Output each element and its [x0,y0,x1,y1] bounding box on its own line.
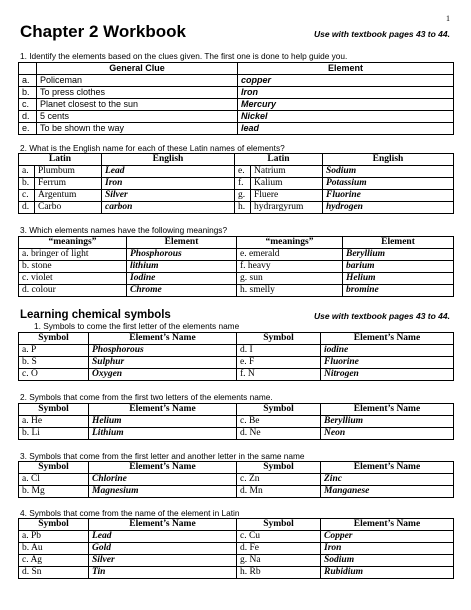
q3-table [18,236,454,297]
column-header: Symbol [19,462,89,474]
element-name-cell: Beryllium [321,416,454,428]
symbol-cell: a. P [19,345,89,357]
table-row [19,357,454,369]
page-header [20,22,452,46]
s3-instruction: 3. Symbols that come from the first letter and another letter in the same name [20,451,305,461]
table-row [19,474,454,486]
element-name-cell: Manganese [321,486,454,498]
column-header: Latin [235,154,323,166]
q2-table [18,153,454,214]
column-header: Symbol [237,519,321,531]
row-letter: e. [19,123,37,135]
table-row [19,178,454,190]
latin-name: hydrargyrum [251,202,323,214]
table-header-row [19,63,454,75]
column-header: English [323,154,454,166]
table-row [19,75,454,87]
element-cell: barium [343,261,454,273]
element-name-cell: iodine [321,345,454,357]
table-header-row [19,404,454,416]
row-letter: f. [235,178,251,190]
element-cell: Beryllium [343,249,454,261]
table-header-row [19,154,454,166]
english-name: Sodium [323,166,454,178]
element-name-cell: Lead [89,531,237,543]
symbol-cell: g. Na [237,555,321,567]
meaning-cell: a. bringer of light [19,249,127,261]
symbol-cell: d. Sn [19,567,89,579]
s2-table [18,403,454,440]
textbook-note: Use with textbook pages 43 to 44. [313,29,450,39]
row-letter: h. [235,202,251,214]
element-cell: lithium [127,261,237,273]
symbol-cell: e. F [237,357,321,369]
s1-table [18,332,454,381]
latin-name: Kalium [251,178,323,190]
column-header: Latin [19,154,102,166]
column-header: Element’s Name [89,519,237,531]
column-header: “meanings” [237,237,343,249]
row-letter: a. [19,166,35,178]
column-header [19,63,37,75]
symbol-cell: b. Au [19,543,89,555]
answer-cell: copper [238,75,454,87]
symbol-cell: h. Rb [237,567,321,579]
english-name: hydrogen [323,202,454,214]
row-letter: g. [235,190,251,202]
row-letter: d. [19,111,37,123]
q1-table [18,62,454,135]
table-row [19,123,454,135]
column-header: English [102,154,235,166]
row-letter: b. [19,87,37,99]
clue-cell: To be shown the way [37,123,238,135]
meaning-cell: c. violet [19,273,127,285]
symbol-cell: c. O [19,369,89,381]
row-letter: c. [19,190,35,202]
answer-cell: lead [238,123,454,135]
table-header-row [19,237,454,249]
s4-table [18,518,454,579]
table-row [19,345,454,357]
english-name: Potassium [323,178,454,190]
element-name-cell: Lithium [89,428,237,440]
element-name-cell: Copper [321,531,454,543]
latin-name: Ferrum [35,178,102,190]
element-name-cell: Nitrogen [321,369,454,381]
english-name: carbon [102,202,235,214]
latin-name: Fluere [251,190,323,202]
column-header: Element [343,237,454,249]
table-row [19,166,454,178]
symbol-cell: a. Pb [19,531,89,543]
table-row [19,111,454,123]
meaning-cell: f. heavy [237,261,343,273]
element-name-cell: Silver [89,555,237,567]
meaning-cell: e. emerald [237,249,343,261]
table-row [19,285,454,297]
clue-cell: Planet closest to the sun [37,99,238,111]
element-name-cell: Sulphur [89,357,237,369]
table-row [19,99,454,111]
column-header: Symbol [19,519,89,531]
english-name: Lead [102,166,235,178]
q1-instruction: 1. Identify the elements based on the clues given. The first one is done to help guide you. [20,51,348,61]
element-name-cell: Iron [321,543,454,555]
element-name-cell: Helium [89,416,237,428]
meaning-cell: g. sun [237,273,343,285]
answer-cell: Mercury [238,99,454,111]
english-name: Fluorine [323,190,454,202]
column-header: Element’s Name [89,404,237,416]
column-header: Element [127,237,237,249]
page-title: Chapter 2 Workbook [20,22,186,41]
row-letter: d. [19,202,35,214]
symbol-cell: a. He [19,416,89,428]
symbol-cell: d. Ne [237,428,321,440]
symbol-cell: d. I [237,345,321,357]
symbol-cell: b. Li [19,428,89,440]
latin-name: Carbo [35,202,102,214]
q2-instruction: 2. What is the English name for each of these Latin names of elements? [20,143,285,153]
table-row [19,555,454,567]
table-row [19,202,454,214]
section-title: Learning chemical symbols [20,309,171,321]
meaning-cell: b. stone [19,261,127,273]
table-row [19,190,454,202]
symbol-cell: c. Zn [237,474,321,486]
element-cell: Helium [343,273,454,285]
clue-cell: To press clothes [37,87,238,99]
element-name-cell: Zinc [321,474,454,486]
row-letter: c. [19,99,37,111]
table-row [19,486,454,498]
symbol-cell: f. N [237,369,321,381]
element-name-cell: Oxygen [89,369,237,381]
row-letter: e. [235,166,251,178]
clue-cell: Policeman [37,75,238,87]
table-row [19,543,454,555]
english-name: Iron [102,178,235,190]
column-header: “meanings” [19,237,127,249]
column-header: Element’s Name [321,462,454,474]
symbol-cell: d. Fe [237,543,321,555]
table-header-row [19,519,454,531]
element-cell: bromine [343,285,454,297]
row-letter: a. [19,75,37,87]
symbol-cell: c. Ag [19,555,89,567]
element-cell: Iodine [127,273,237,285]
element-name-cell: Phosphorous [89,345,237,357]
element-name-cell: Fluorine [321,357,454,369]
clue-cell: 5 cents [37,111,238,123]
column-header: General Clue [37,63,238,75]
table-row [19,416,454,428]
latin-name: Plumbum [35,166,102,178]
symbol-cell: b. S [19,357,89,369]
table-header-row [19,462,454,474]
column-header: Element [238,63,454,75]
element-name-cell: Chlorine [89,474,237,486]
table-row [19,261,454,273]
column-header: Symbol [237,333,321,345]
column-header: Element’s Name [321,519,454,531]
symbol-cell: b. Mg [19,486,89,498]
column-header: Element’s Name [321,404,454,416]
symbol-cell: d. Mn [237,486,321,498]
meaning-cell: d. colour [19,285,127,297]
table-header-row [19,333,454,345]
meaning-cell: h. smelly [237,285,343,297]
element-name-cell: Gold [89,543,237,555]
element-cell: Phosphorous [127,249,237,261]
column-header: Symbol [19,333,89,345]
column-header: Element’s Name [89,462,237,474]
english-name: Silver [102,190,235,202]
element-name-cell: Neon [321,428,454,440]
symbol-cell: c. Cu [237,531,321,543]
element-name-cell: Tin [89,567,237,579]
table-row [19,249,454,261]
table-row [19,369,454,381]
s2-instruction: 2. Symbols that come from the first two letters of the elements name. [20,392,273,402]
s4-instruction: 4. Symbols that come from the name of the element in Latin [20,508,240,518]
symbol-cell: c. Be [237,416,321,428]
latin-name: Argentum [35,190,102,202]
table-row [19,428,454,440]
element-name-cell: Sodium [321,555,454,567]
page-number: 1 [446,14,450,23]
table-row [19,87,454,99]
s3-table [18,461,454,498]
element-name-cell: Magnesium [89,486,237,498]
element-cell: Chrome [127,285,237,297]
column-header: Element’s Name [321,333,454,345]
element-name-cell: Rubidium [321,567,454,579]
row-letter: b. [19,178,35,190]
table-row [19,273,454,285]
column-header: Element’s Name [89,333,237,345]
textbook-note: Use with textbook pages 43 to 44. [313,311,450,321]
q3-instruction: 3. Which elements names have the following meanings? [20,225,228,235]
symbol-cell: a. Cl [19,474,89,486]
answer-cell: Nickel [238,111,454,123]
table-row [19,567,454,579]
table-row [19,531,454,543]
answer-cell: Iron [238,87,454,99]
latin-name: Natrium [251,166,323,178]
column-header: Symbol [19,404,89,416]
column-header: Symbol [237,404,321,416]
column-header: Symbol [237,462,321,474]
s1-instruction: 1. Symbols to come the first letter of the elements name [34,321,240,331]
